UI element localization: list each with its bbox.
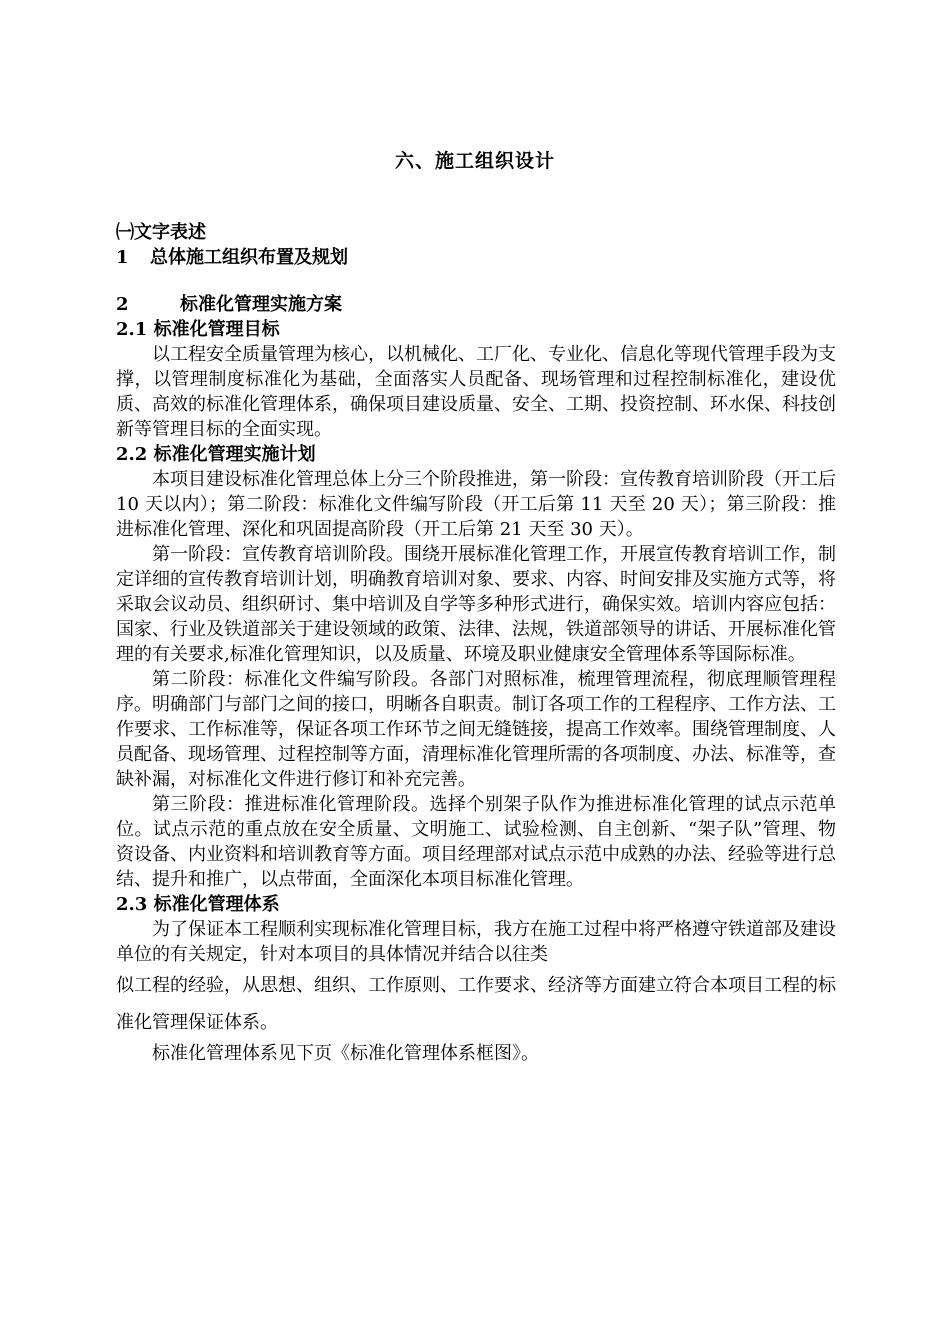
heading-1 bbox=[116, 245, 836, 270]
paragraph-2-3-a-part2: 似工程的经验，从思想、组织、工作原则、工作要求、经济等方面建立符合本项目工程的标准化管理保证体系。 bbox=[116, 975, 836, 1033]
heading-2-text: 标准化管理实施方案 bbox=[180, 294, 342, 315]
paragraph-2-1: 以工程安全质量管理为核心，以机械化、工厂化、专业化、信息化等现代管理手段为支撑，以管理制度标准化为基础，全面落实人员配备、现场管理和过程控制标准化，建设优质、高效的标准化管理体系，确保项目建设质量、安全、工期、投资控制、环水保、科技创新等管理目标的全面实现。 bbox=[116, 344, 836, 440]
spacer bbox=[116, 270, 836, 292]
paragraph-2-3-b: 标准化管理体系见下页《标准化管理体系框图》。 bbox=[152, 1043, 539, 1064]
document-body bbox=[116, 220, 836, 1066]
paragraph-2-2-b: 第一阶段：宣传教育培训阶段。围绕开展标准化管理工作，开展宣传教育培训工作，制定详细的宣传教育培训计划，明确教育培训对象、要求、内容、时间安排及实施方式等，将采取会议动员、组织研讨、集中培训及自学等多种形式进行，确保实效。培训内容应包括：国家、行业及铁道部关于建设领域的政策、法律、法规，铁道部领导的讲话、开展标准化管理的有关要求,标准化管理知识，以及质量、环境及职业健康安全管理体系等国际标准。 bbox=[116, 544, 836, 665]
heading-1-number: 1 bbox=[116, 247, 129, 268]
paragraph-2-2-c: 第二阶段：标准化文件编写阶段。各部门对照标准，梳理管理流程，彻底理顺管理程序。明确部门与部门之间的接口，明晰各自职责。制订各项工作的工程程序、工作方法、工作要求、工作标准等，保证各项工作环节之间无缝链接，提高工作效率。围绕管理制度、人员配备、现场管理、过程控制等方面，清理标准化管理所需的各项制度、办法、标准等，查缺补漏，对标准化文件进行修订和补充完善。 bbox=[116, 669, 836, 790]
heading-2-3: 2.3 标准化管理体系 bbox=[116, 894, 280, 915]
page-title: 六、施工组织设计 bbox=[394, 150, 555, 172]
section-heading-a: ㈠文字表述 bbox=[116, 222, 206, 243]
heading-2-number: 2 bbox=[116, 294, 129, 315]
heading-1-text: 总体施工组织布置及规划 bbox=[150, 247, 348, 268]
paragraph-2-2-a: 本项目建设标准化管理总体上分三个阶段推进，第一阶段：宣传教育培训阶段（开工后 10 天以内）；第二阶段：标准化文件编写阶段（开工后第 11 天至 20 天）；第三阶段：推进标准化管理、深化和巩固提高阶段（开工后第 21 天至 30 天）。 bbox=[116, 469, 836, 540]
heading-2 bbox=[116, 292, 836, 317]
heading-2-2: 2.2 标准化管理实施计划 bbox=[116, 444, 316, 465]
paragraph-2-3-a-part1: 为了保证本工程顺利实现标准化管理目标，我方在施工过程中将严格遵守铁道部及建设单位的有关规定，针对本项目的具体情况并结合以往类 bbox=[116, 919, 836, 965]
paragraph-2-2-d: 第三阶段：推进标准化管理阶段。选择个别架子队作为推进标准化管理的试点示范单位。试点示范的重点放在安全质量、文明施工、试验检测、自主创新、“架子队”管理、物资设备、内业资料和培训教育等方面。项目经理部对试点示范中成熟的办法、经验等进行总结、提升和推广，以点带面，全面深化本项目标准化管理。 bbox=[116, 794, 836, 890]
heading-2-1: 2.1 标准化管理目标 bbox=[116, 319, 280, 340]
